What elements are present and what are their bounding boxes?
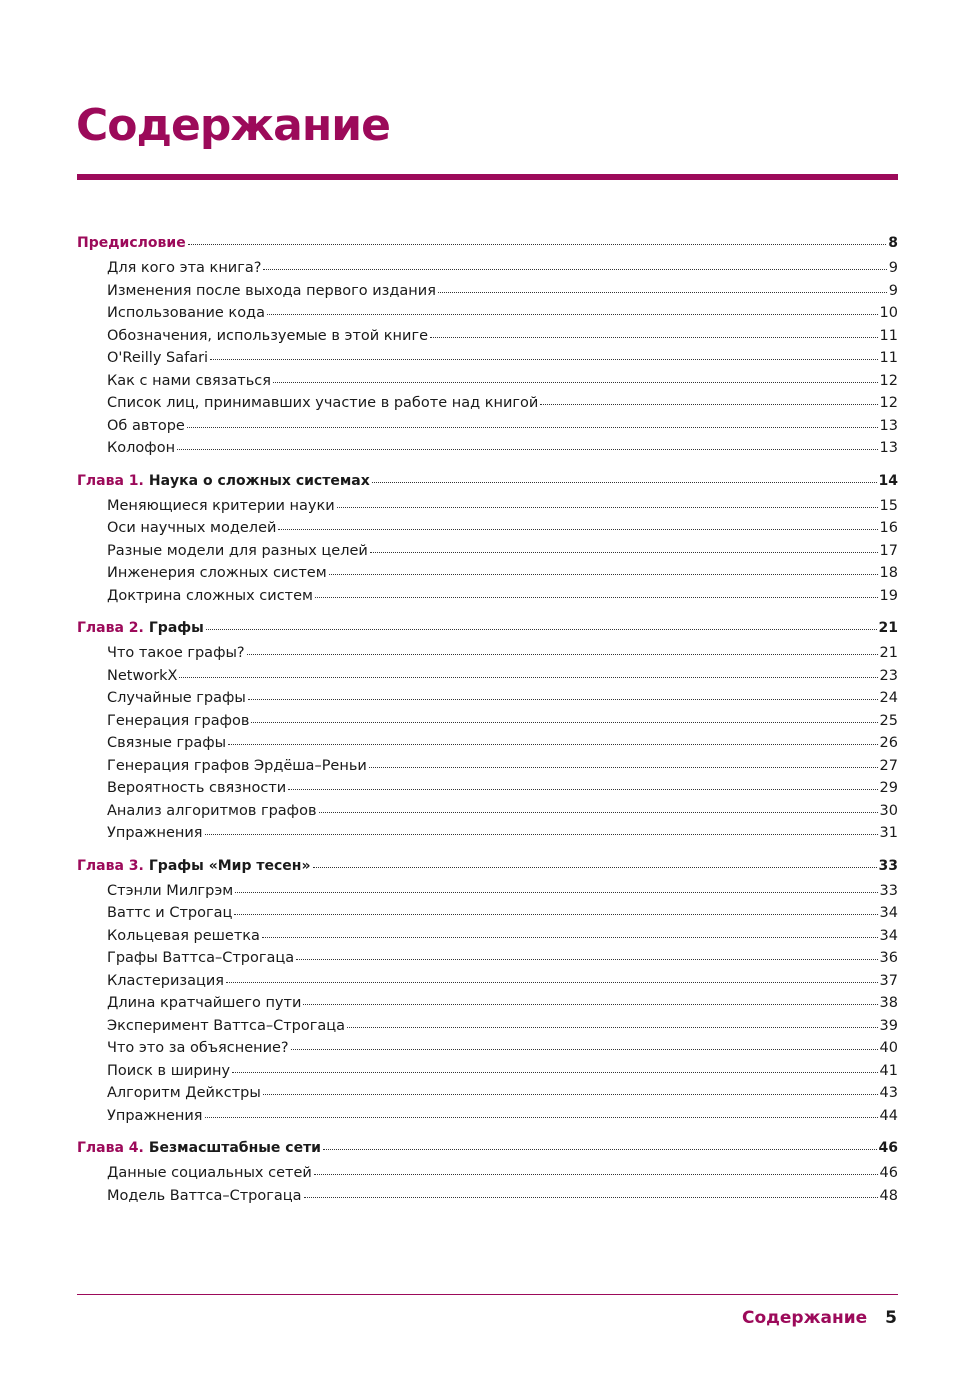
toc-entry[interactable] <box>77 370 898 393</box>
toc-entry-page: 30 <box>879 802 898 819</box>
toc-section <box>77 1134 898 1207</box>
leader-dots <box>263 268 886 270</box>
toc-entry-page: 39 <box>879 1017 898 1034</box>
toc-entry-page: 31 <box>879 825 898 841</box>
leader-dots <box>177 448 877 450</box>
toc-entry[interactable] <box>77 1060 898 1083</box>
toc-entry[interactable] <box>77 710 898 733</box>
toc-chapter-label <box>77 852 311 880</box>
leader-dots <box>314 1173 878 1175</box>
leader-dots <box>313 866 877 868</box>
toc-chapter-page: 33 <box>878 857 898 874</box>
leader-dots <box>278 528 877 530</box>
toc-entry-title: Кластеризация <box>107 972 225 989</box>
toc-entry-title: Эксперимент Ваттса–Строгаца <box>107 1017 346 1034</box>
toc-entry[interactable] <box>77 1162 898 1185</box>
toc-entry[interactable] <box>77 732 898 755</box>
toc-entry[interactable] <box>77 755 898 778</box>
toc-entry-title: Стэнли Милгрэм <box>107 882 234 899</box>
leader-dots <box>263 1093 878 1095</box>
toc-entry-page: 38 <box>879 995 898 1011</box>
toc-entry-title: Использование кода <box>107 305 265 321</box>
leader-dots <box>205 833 878 835</box>
toc-entry-page: 16 <box>879 520 898 536</box>
toc-entry-title: Инженерия сложных систем <box>107 565 327 581</box>
toc-entry[interactable] <box>77 257 898 280</box>
page-footer <box>742 1308 897 1328</box>
toc-chapter-number: Глава 3. <box>77 857 144 874</box>
toc-entry-title: Длина кратчайшего пути <box>107 995 302 1011</box>
leader-dots <box>206 628 877 630</box>
toc-entry[interactable] <box>77 562 898 585</box>
toc-entry-page: 25 <box>879 712 898 729</box>
toc-entry-title: Вероятность связности <box>107 780 287 796</box>
toc-entry-title: Меняющиеся критерии науки <box>107 497 335 514</box>
toc-entry[interactable] <box>77 392 898 415</box>
toc-entry-page: 13 <box>879 417 898 434</box>
footer-page-number: 5 <box>885 1308 897 1328</box>
toc-entry[interactable] <box>77 947 898 970</box>
toc-chapter-label <box>77 229 186 257</box>
leader-dots <box>251 721 877 723</box>
leader-dots <box>248 698 878 700</box>
toc-entry[interactable] <box>77 585 898 608</box>
toc-entry-title: Как с нами связаться <box>107 372 271 389</box>
toc-chapter-entry[interactable] <box>77 1134 898 1162</box>
toc-entry-title: Анализ алгоритмов графов <box>107 802 317 819</box>
toc-entry-page: 36 <box>879 950 898 966</box>
toc-chapter-label <box>77 614 204 642</box>
toc-entry-title: O'Reilly Safari <box>107 350 209 366</box>
footer-rule <box>77 1294 898 1295</box>
toc-entry[interactable] <box>77 1105 898 1128</box>
toc-chapter-title: Наука о сложных системах <box>148 472 370 489</box>
toc-chapter-label <box>77 467 370 495</box>
toc-chapter-entry[interactable] <box>77 229 898 257</box>
leader-dots <box>262 936 878 938</box>
toc-entry-title: Что это за объяснение? <box>107 1040 289 1056</box>
toc-entry-page: 9 <box>888 282 898 299</box>
toc-entry-title: Оси научных моделей <box>107 520 277 536</box>
footer-title: Содержание <box>741 1308 868 1328</box>
toc-entry-title: Связные графы <box>107 735 227 751</box>
toc-entry-page: 17 <box>879 542 898 559</box>
leader-dots <box>205 1116 878 1118</box>
toc-entry[interactable] <box>77 495 898 518</box>
toc-chapter-page: 21 <box>878 620 898 636</box>
toc-chapter-number: Глава 4. <box>77 1140 144 1156</box>
leader-dots <box>329 573 878 575</box>
toc-entry[interactable] <box>77 992 898 1015</box>
toc-chapter-page: 14 <box>878 472 898 489</box>
toc-entry-page: 19 <box>879 587 898 604</box>
toc-entry[interactable] <box>77 800 898 823</box>
leader-dots <box>232 1071 877 1073</box>
toc-entry-page: 15 <box>879 497 898 514</box>
leader-dots <box>430 336 878 338</box>
toc-entry-title: Генерация графов <box>107 712 250 729</box>
toc-entry[interactable] <box>77 280 898 303</box>
toc-entry[interactable] <box>77 970 898 993</box>
toc-entry-page: 27 <box>879 757 898 774</box>
toc-chapter-number: Глава 1. <box>77 472 144 489</box>
toc-entry[interactable] <box>77 642 898 665</box>
toc-entry[interactable] <box>77 517 898 540</box>
toc-entry[interactable] <box>77 437 898 460</box>
toc-entry-title: Изменения после выхода первого издания <box>107 282 436 299</box>
toc-entry-page: 40 <box>879 1040 898 1056</box>
toc-entry-page: 23 <box>879 667 898 684</box>
toc-entry-page: 11 <box>879 350 898 366</box>
leader-dots <box>273 381 878 383</box>
toc-entry-page: 21 <box>879 645 898 661</box>
toc-entry[interactable] <box>77 1082 898 1105</box>
toc-entry[interactable] <box>77 347 898 370</box>
toc-entry-page: 12 <box>879 372 898 389</box>
toc-entry-page: 11 <box>879 327 898 344</box>
toc-entry[interactable] <box>77 540 898 563</box>
leader-dots <box>370 551 878 553</box>
toc-chapter-number: Глава 2. <box>77 620 144 636</box>
toc-entry-page: 18 <box>879 565 898 581</box>
toc-entry[interactable] <box>77 687 898 710</box>
leader-dots <box>288 788 877 790</box>
toc-entry-title: Алгоритм Дейкстры <box>107 1085 261 1101</box>
toc-entry-page: 12 <box>879 395 898 411</box>
toc-section <box>77 614 898 845</box>
toc-entry-title: Кольцевая решетка <box>107 927 260 944</box>
toc-entry-title: Графы Ваттса–Строгаца <box>107 950 295 966</box>
toc-entry-page: 10 <box>879 305 898 321</box>
toc-entry[interactable] <box>77 902 898 925</box>
toc-chapter-entry[interactable] <box>77 467 898 495</box>
toc-entry[interactable] <box>77 925 898 948</box>
leader-dots <box>304 1196 878 1198</box>
page-title: Содержание <box>76 100 390 151</box>
leader-dots <box>372 481 877 483</box>
toc-entry-page: 37 <box>879 972 898 989</box>
leader-dots <box>303 1003 877 1005</box>
toc-chapter-title: Графы <box>148 620 204 636</box>
leader-dots <box>226 981 878 983</box>
toc-entry[interactable] <box>77 302 898 325</box>
toc-chapter-title: Предисловие <box>77 235 186 251</box>
leader-dots <box>267 313 878 315</box>
leader-dots <box>315 596 878 598</box>
toc-entry-title: Список лиц, принимавших участие в работе над книгой <box>107 395 539 411</box>
toc-entry[interactable] <box>77 1015 898 1038</box>
leader-dots <box>235 891 877 893</box>
leader-dots <box>291 1048 878 1050</box>
toc-entry[interactable] <box>77 415 898 438</box>
toc-entry-page: 48 <box>879 1187 898 1204</box>
toc-section <box>77 467 898 608</box>
toc-entry[interactable] <box>77 777 898 800</box>
leader-dots <box>347 1026 878 1028</box>
table-of-contents <box>77 229 898 1214</box>
toc-entry-page: 24 <box>879 690 898 706</box>
toc-entry-page: 43 <box>879 1085 898 1101</box>
toc-chapter-entry[interactable] <box>77 852 898 880</box>
toc-entry-title: Ваттс и Строгац <box>107 905 233 921</box>
toc-entry-page: 44 <box>879 1107 898 1124</box>
toc-entry-title: Упражнения <box>107 825 203 841</box>
toc-entry-title: Поиск в ширину <box>107 1062 231 1079</box>
leader-dots <box>337 506 878 508</box>
toc-entry-title: Генерация графов Эрдёша–Реньи <box>107 757 367 774</box>
toc-section <box>77 229 898 460</box>
toc-entry-title: Обозначения, используемые в этой книге <box>107 327 428 344</box>
toc-entry[interactable] <box>77 1037 898 1060</box>
toc-entry-title: Что такое графы? <box>107 645 245 661</box>
toc-entry-title: Упражнения <box>107 1107 203 1124</box>
toc-entry-title: Об авторе <box>107 417 185 434</box>
toc-entry-page: 13 <box>879 440 898 456</box>
leader-dots <box>296 958 877 960</box>
leader-dots <box>323 1148 877 1150</box>
toc-entry-page: 29 <box>879 780 898 796</box>
toc-entry[interactable] <box>77 880 898 903</box>
toc-chapter-label <box>77 1134 321 1162</box>
toc-entry-title: Доктрина сложных систем <box>107 587 313 604</box>
toc-entry-title: NetworkX <box>107 667 178 684</box>
leader-dots <box>210 358 877 360</box>
leader-dots <box>319 811 878 813</box>
toc-chapter-title: Графы «Мир тесен» <box>148 857 311 874</box>
toc-entry-title: Данные социальных сетей <box>107 1165 312 1181</box>
toc-entry-title: Модель Ваттса–Строгаца <box>107 1187 302 1204</box>
toc-entry-page: 41 <box>879 1062 898 1079</box>
leader-dots <box>247 653 878 655</box>
toc-entry[interactable] <box>77 665 898 688</box>
toc-entry-title: Для кого эта книга? <box>107 260 262 276</box>
leader-dots <box>540 403 877 405</box>
leader-dots <box>179 676 877 678</box>
toc-chapter-page: 8 <box>888 235 898 251</box>
title-rule <box>77 174 898 180</box>
toc-entry-page: 46 <box>879 1165 898 1181</box>
toc-entry-title: Случайные графы <box>107 690 246 706</box>
toc-entry[interactable] <box>77 1185 898 1208</box>
leader-dots <box>228 743 877 745</box>
toc-entry-page: 34 <box>879 927 898 944</box>
toc-entry-page: 34 <box>879 905 898 921</box>
toc-chapter-title: Безмасштабные сети <box>148 1140 321 1156</box>
toc-entry-page: 33 <box>879 882 898 899</box>
leader-dots <box>438 291 887 293</box>
toc-entry-title: Разные модели для разных целей <box>107 542 368 559</box>
toc-chapter-entry[interactable] <box>77 614 898 642</box>
toc-entry[interactable] <box>77 325 898 348</box>
toc-entry-title: Колофон <box>107 440 176 456</box>
toc-entry-page: 9 <box>888 260 898 276</box>
toc-section <box>77 852 898 1128</box>
leader-dots <box>234 913 877 915</box>
leader-dots <box>188 243 887 245</box>
leader-dots <box>369 766 878 768</box>
toc-entry-page: 26 <box>879 735 898 751</box>
toc-chapter-page: 46 <box>878 1140 898 1156</box>
toc-entry[interactable] <box>77 822 898 845</box>
leader-dots <box>187 426 878 428</box>
